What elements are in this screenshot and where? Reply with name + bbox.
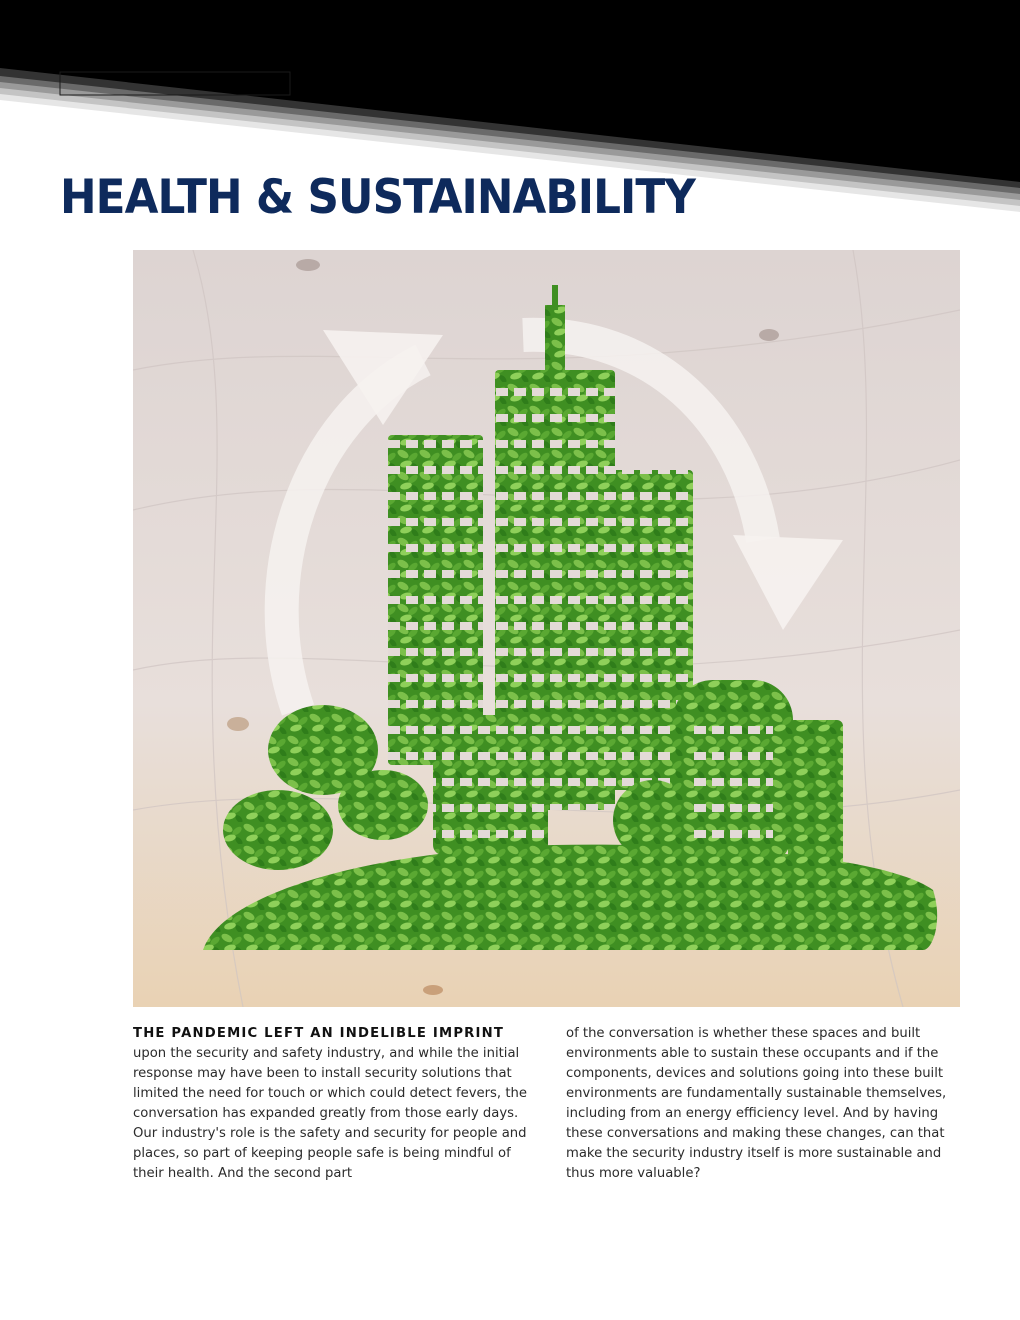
article-column-1-text: upon the security and safety industry, and while the initial response may have been to install security solutions that limited the need for touch or which could detect fevers, the conversation has expanded greatly from those early days. Our industry's role is the safety and security for people and places, so part of keeping people safe is being mindful of their health. And the second part (133, 1046, 527, 1181)
article-column-2: of the conversation is whether these spaces and built environments able to sustain these occupants and if the components, devices and solutions going into these built environments are fundamentally sustainable themselves, including from an energy efficiency level. And by having these conversations and making these changes, can that make the security industry itself is more sustainable and thus more valuable? (566, 1026, 947, 1181)
green-city-illustration (133, 250, 960, 1007)
hero-image (133, 250, 960, 1007)
article-body (133, 1024, 960, 1184)
article-column-1 (133, 1024, 527, 1184)
article-lead-in: THE PANDEMIC LEFT AN INDELIBLE IMPRINT (133, 1026, 505, 1041)
page-title: HEALTH & SUSTAINABILITY (60, 170, 695, 225)
